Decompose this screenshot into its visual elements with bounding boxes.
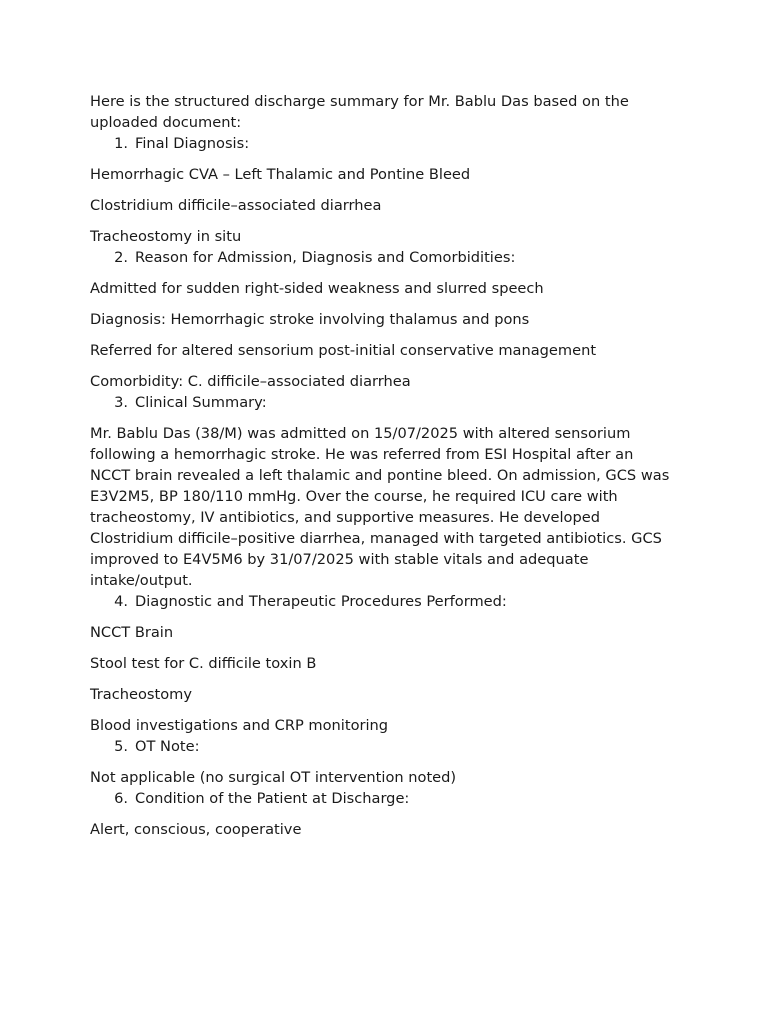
admission-line: Diagnosis: Hemorrhagic stroke involving thalamus and pons <box>90 311 530 328</box>
diagnosis-line: Clostridium difficile–associated diarrhea <box>90 197 382 214</box>
clinical-summary-paragraph: Mr. Bablu Das (38/M) was admitted on 15/07/2025 with altered sensorium following a hemorrhagic stroke. He was referred from ESI Hospital after an NCCT brain revealed a left thalamic and pontine bleed. On admission, GCS was E3V2M5, BP 180/110 mmHg. Over the course, he required ICU care with tracheostomy, IV antibiotics, and supportive measures. He developed Clostridium difficile–positive diarrhea, managed with targeted antibiotics. GCS improved to E4V5M6 by 31/07/2025 with stable vitals and adequate intake/output. <box>90 425 670 589</box>
section-number: 3. <box>114 394 128 411</box>
section-heading-procedures <box>90 591 678 612</box>
section-number: 6. <box>114 790 128 807</box>
section-heading-discharge-condition <box>90 788 678 809</box>
procedure-line: Blood investigations and CRP monitoring <box>90 717 389 734</box>
section-number: 5. <box>114 738 128 755</box>
section-number: 1. <box>114 135 128 152</box>
section-heading-text: OT Note: <box>135 738 200 755</box>
section-heading-text: Final Diagnosis: <box>135 135 250 152</box>
admission-line: Admitted for sudden right-sided weakness and slurred speech <box>90 280 544 297</box>
diagnosis-line: Hemorrhagic CVA – Left Thalamic and Pontine Bleed <box>90 166 471 183</box>
section-heading-clinical-summary <box>90 392 678 413</box>
section-heading-text: Condition of the Patient at Discharge: <box>135 790 410 807</box>
discharge-condition-line: Alert, conscious, cooperative <box>90 821 302 838</box>
section-heading-reason-for-admission <box>90 247 678 268</box>
section-heading-text: Diagnostic and Therapeutic Procedures Performed: <box>135 593 507 610</box>
admission-line: Referred for altered sensorium post-initial conservative management <box>90 342 597 359</box>
section-heading-text: Reason for Admission, Diagnosis and Comorbidities: <box>135 249 516 266</box>
diagnosis-line: Tracheostomy in situ <box>90 228 242 245</box>
procedure-line: Tracheostomy <box>90 686 192 703</box>
procedure-line: Stool test for C. difficile toxin B <box>90 655 317 672</box>
section-heading-final-diagnosis <box>90 133 678 154</box>
section-number: 4. <box>114 593 128 610</box>
section-number: 2. <box>114 249 128 266</box>
ot-note-line: Not applicable (no surgical OT intervention noted) <box>90 769 457 786</box>
admission-line: Comorbidity: C. difficile–associated diarrhea <box>90 373 411 390</box>
section-heading-text: Clinical Summary: <box>135 394 267 411</box>
procedure-line: NCCT Brain <box>90 624 174 641</box>
intro-paragraph: Here is the structured discharge summary for Mr. Bablu Das based on the uploaded document: <box>90 93 629 131</box>
section-heading-ot-note <box>90 736 678 757</box>
